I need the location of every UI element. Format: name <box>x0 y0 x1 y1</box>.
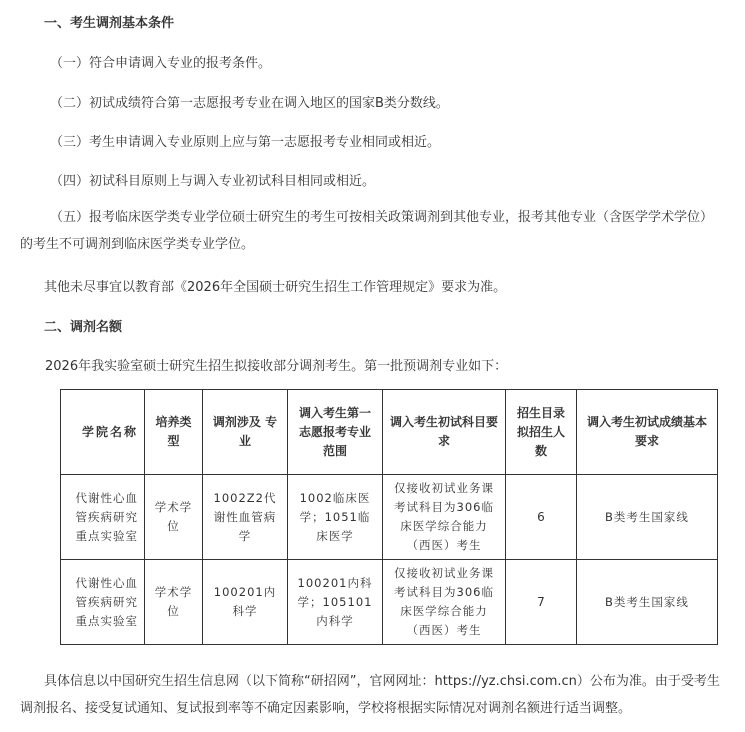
cell-subjects: 仅接收初试业务课考试科目为306临床医学综合能力（西医）考生 <box>383 560 506 645</box>
cell-college: 代谢性心血管疾病研究重点实验室 <box>61 475 145 560</box>
condition-item-1: （一）符合申请调入专业的报考条件。 <box>50 56 272 71</box>
cell-requirement: B类考生国家线 <box>577 560 718 645</box>
header-type: 培养类型 <box>145 390 203 475</box>
header-scope: 调入考生第一志愿报考专业范围 <box>288 390 383 475</box>
header-requirement: 调入考生初试成绩基本要求 <box>577 390 718 475</box>
cell-subjects: 仅接收初试业务课考试科目为306临床医学综合能力（西医）考生 <box>383 475 506 560</box>
table-row <box>61 475 718 560</box>
header-major: 调剂涉及 专业 <box>203 390 288 475</box>
cell-major: 1002Z2代谢性血管病学 <box>203 475 288 560</box>
cell-quota: 7 <box>506 560 577 645</box>
header-college: 学院名称 <box>61 390 145 475</box>
section2-heading: 二、调剂名额 <box>44 320 123 335</box>
cell-type: 学术学位 <box>145 475 203 560</box>
cell-scope: 100201内科学；105101内科学 <box>288 560 383 645</box>
cell-type: 学术学位 <box>145 560 203 645</box>
section1-heading: 一、考生调剂基本条件 <box>44 16 175 31</box>
cell-major: 100201内科学 <box>203 560 288 645</box>
cell-quota: 6 <box>506 475 577 560</box>
header-subjects: 调入考生初试科目要求 <box>383 390 506 475</box>
condition-item-4: （四）初试科目原则上与调入专业初试科目相同或相近。 <box>50 174 376 189</box>
quota-intro: 2026年我实验室硕士研究生招生拟接收部分调剂考生。第一批预调剂专业如下： <box>45 359 508 374</box>
cell-requirement: B类考生国家线 <box>577 475 718 560</box>
table-row <box>61 560 718 645</box>
adjustment-table <box>60 389 718 645</box>
condition-item-2: （二）初试成绩符合第一志愿报考专业在调入地区的国家B类分数线。 <box>50 96 449 111</box>
cell-college: 代谢性心血管疾病研究重点实验室 <box>61 560 145 645</box>
cell-scope: 1002临床医学；1051临床医学 <box>288 475 383 560</box>
condition-item-3: （三）考生申请调入专业原则上应与第一志愿报考专业相同或相近。 <box>50 135 441 150</box>
condition-item-5: （五）报考临床医学类专业学位硕士研究生的考生可按相关政策调剂到其他专业，报考其他专业（含医学学术学位）的考生不可调剂到临床医学类专业学位。 <box>20 210 714 252</box>
table-header-row <box>61 390 718 475</box>
header-quota: 招生目录拟招生人数 <box>506 390 577 475</box>
footer-paragraph: 具体信息以中国研究生招生信息网（以下简称“研招网”，官网网址：https://yz.chsi.com.cn）公布为准。由于受考生调剂报名、接受复试通知、复试报到率等不确定因素影响，学校将根据实际情况对调剂名额进行适当调整。 <box>20 674 720 716</box>
policy-note: 其他未尽事宜以教育部《2026年全国硕士研究生招生工作管理规定》要求为准。 <box>44 280 507 295</box>
